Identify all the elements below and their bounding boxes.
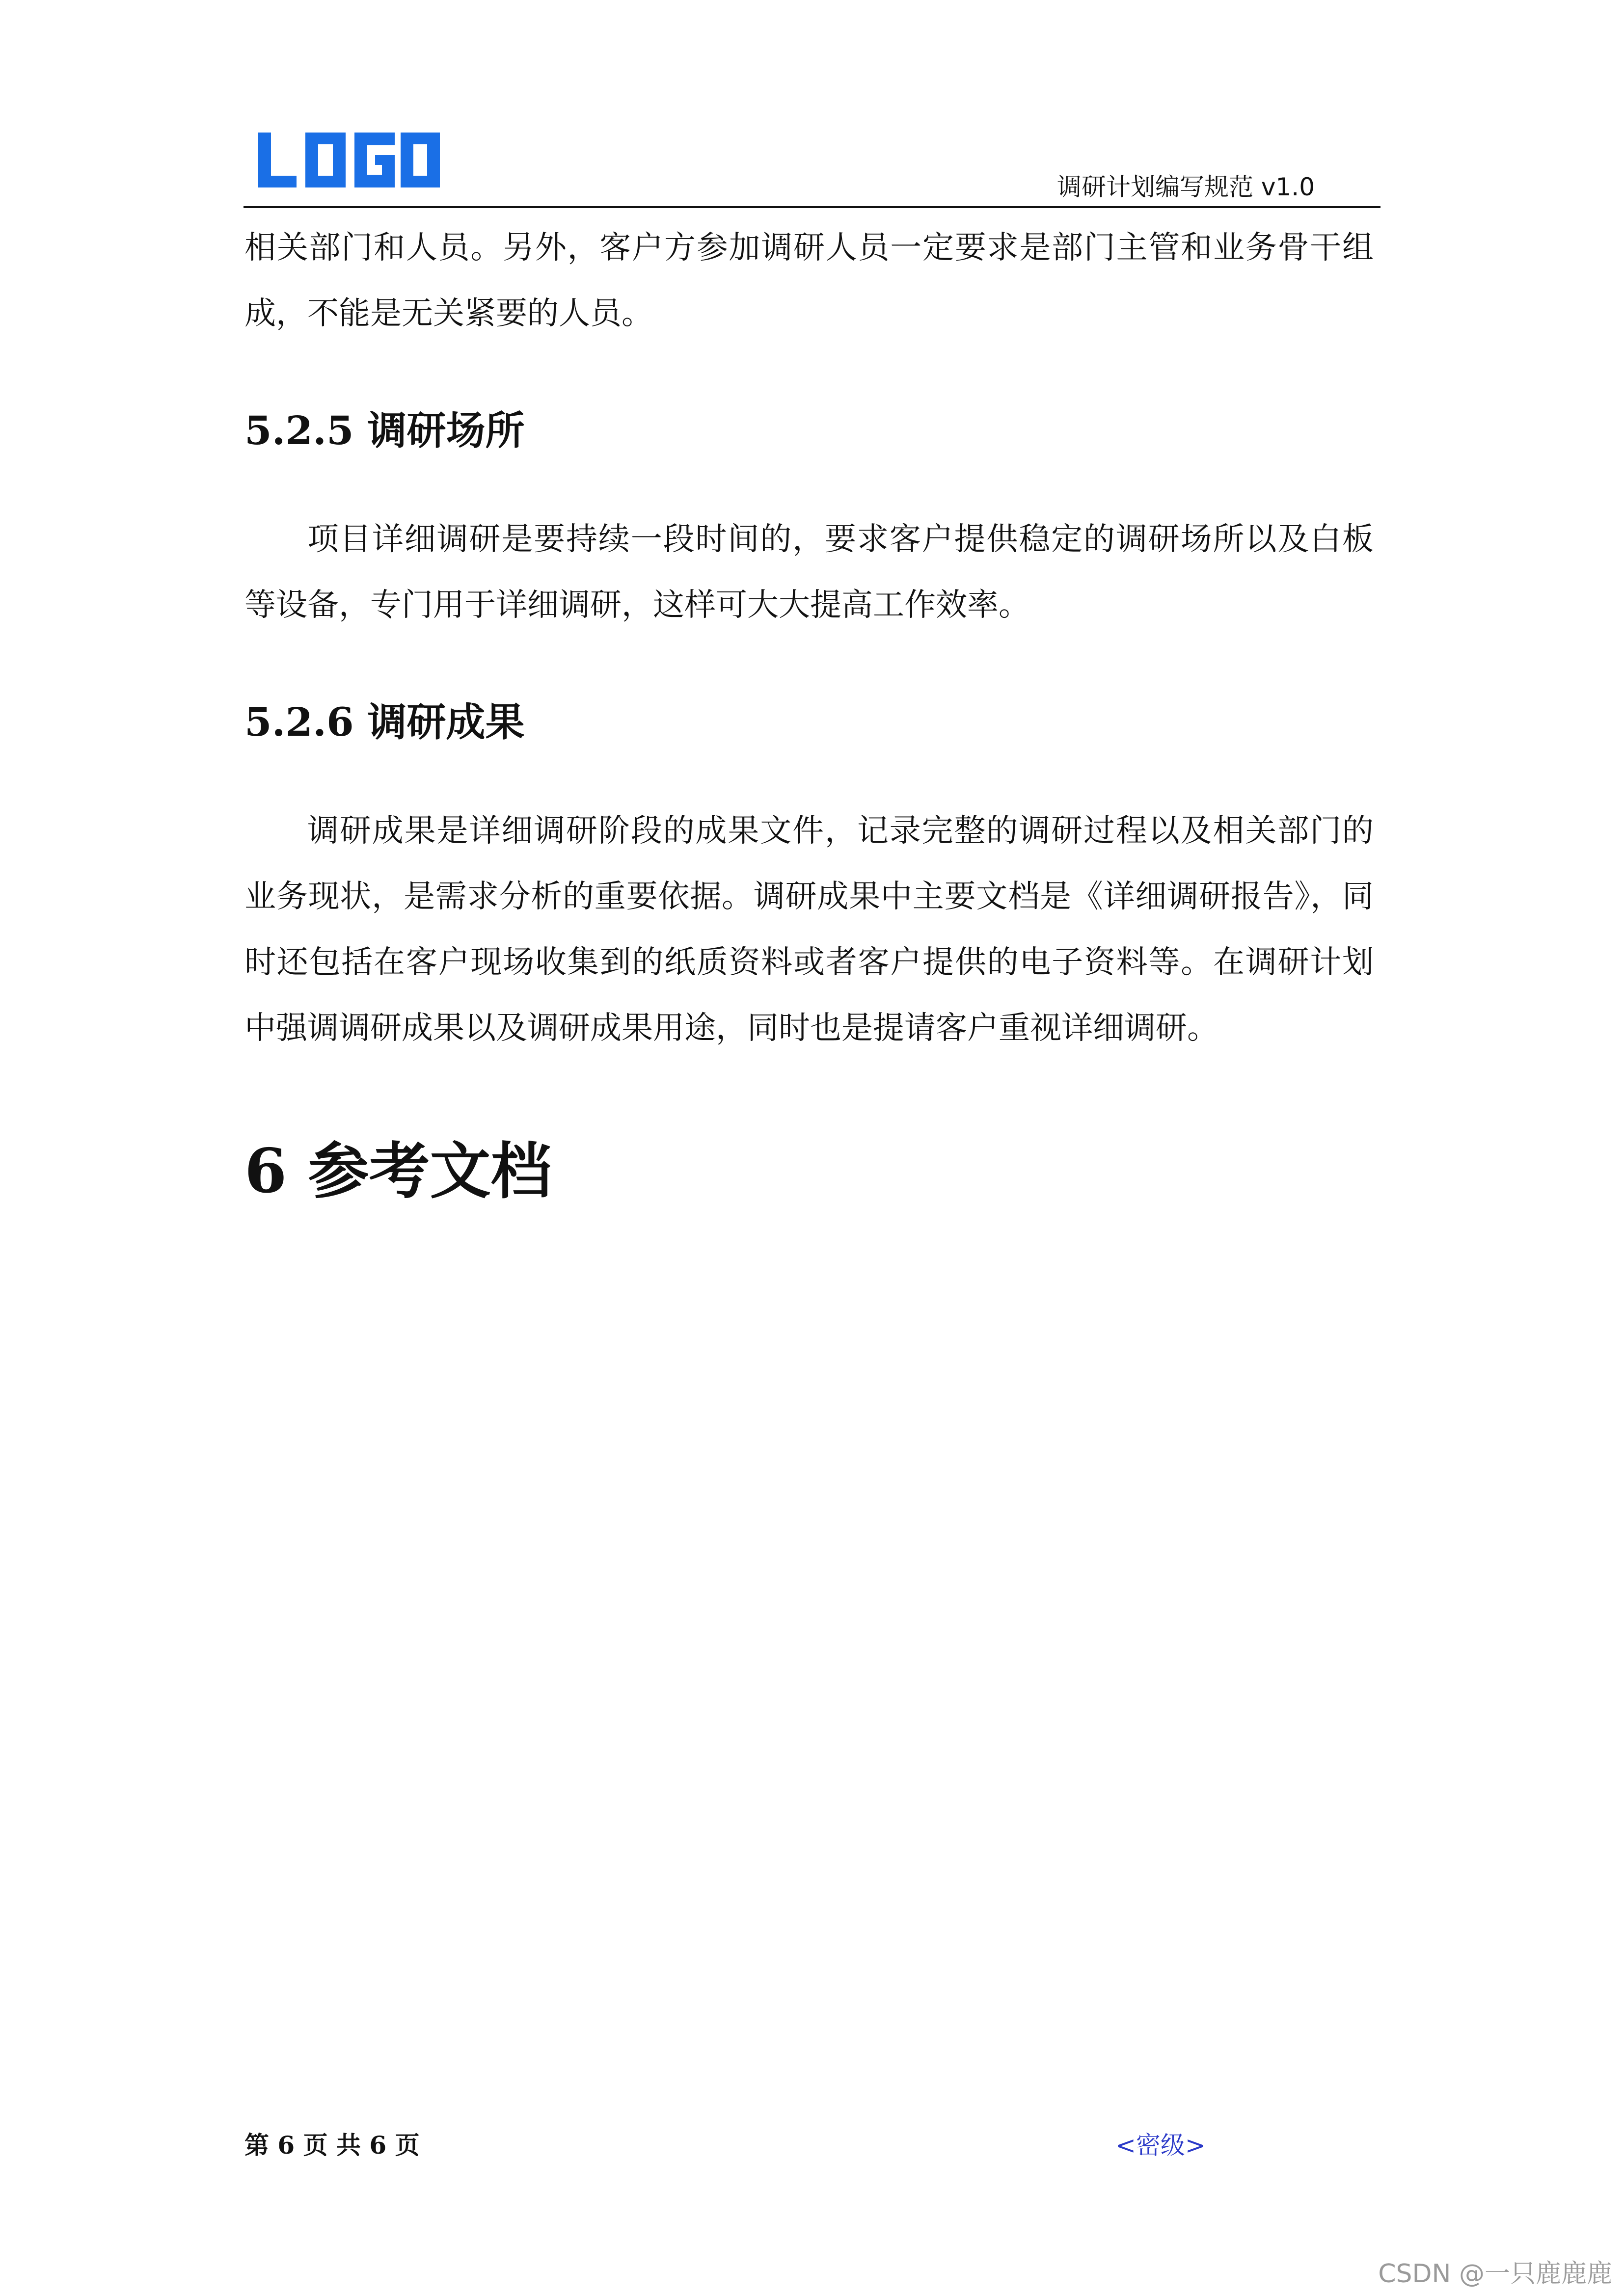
classification-label: <密级> bbox=[1115, 2131, 1206, 2160]
section-heading-research-results: 5.2.6 调研成果 bbox=[244, 699, 525, 745]
section-paragraph-research-venue: 项目详细调研是要持续一段时间的，要求客户提供稳定的调研场所以及白板等设备，专门用于详细调研，这样可大大提高工作效率。 bbox=[244, 521, 1374, 623]
company-logo bbox=[258, 133, 440, 187]
intro-paragraph: 相关部门和人员。另外，客户方参加调研人员一定要求是部门主管和业务骨干组成，不能是无关紧要的人员。 bbox=[244, 230, 1374, 332]
chapter-heading-references: 6 参考文档 bbox=[244, 1136, 552, 1207]
watermark: CSDN @一只鹿鹿鹿 bbox=[1378, 2259, 1612, 2289]
section-heading-research-venue: 5.2.5 调研场所 bbox=[244, 407, 525, 454]
document-title: 调研计划编写规范 v1.0 bbox=[1057, 173, 1315, 201]
header-divider bbox=[244, 206, 1380, 208]
page-number: 第 6 页 共 6 页 bbox=[244, 2131, 420, 2160]
section-paragraph-research-results: 调研成果是详细调研阶段的成果文件，记录完整的调研过程以及相关部门的业务现状，是需求分析的重要依据。调研成果中主要文档是《详细调研报告》，同时还包括在客户现场收集到的纸质资料或者客户提供的电子资料等。在调研计划中强调调研成果以及调研成果用途，同时也是提请客户重视详细调研。 bbox=[244, 813, 1374, 1046]
page-content bbox=[244, 215, 1374, 1208]
